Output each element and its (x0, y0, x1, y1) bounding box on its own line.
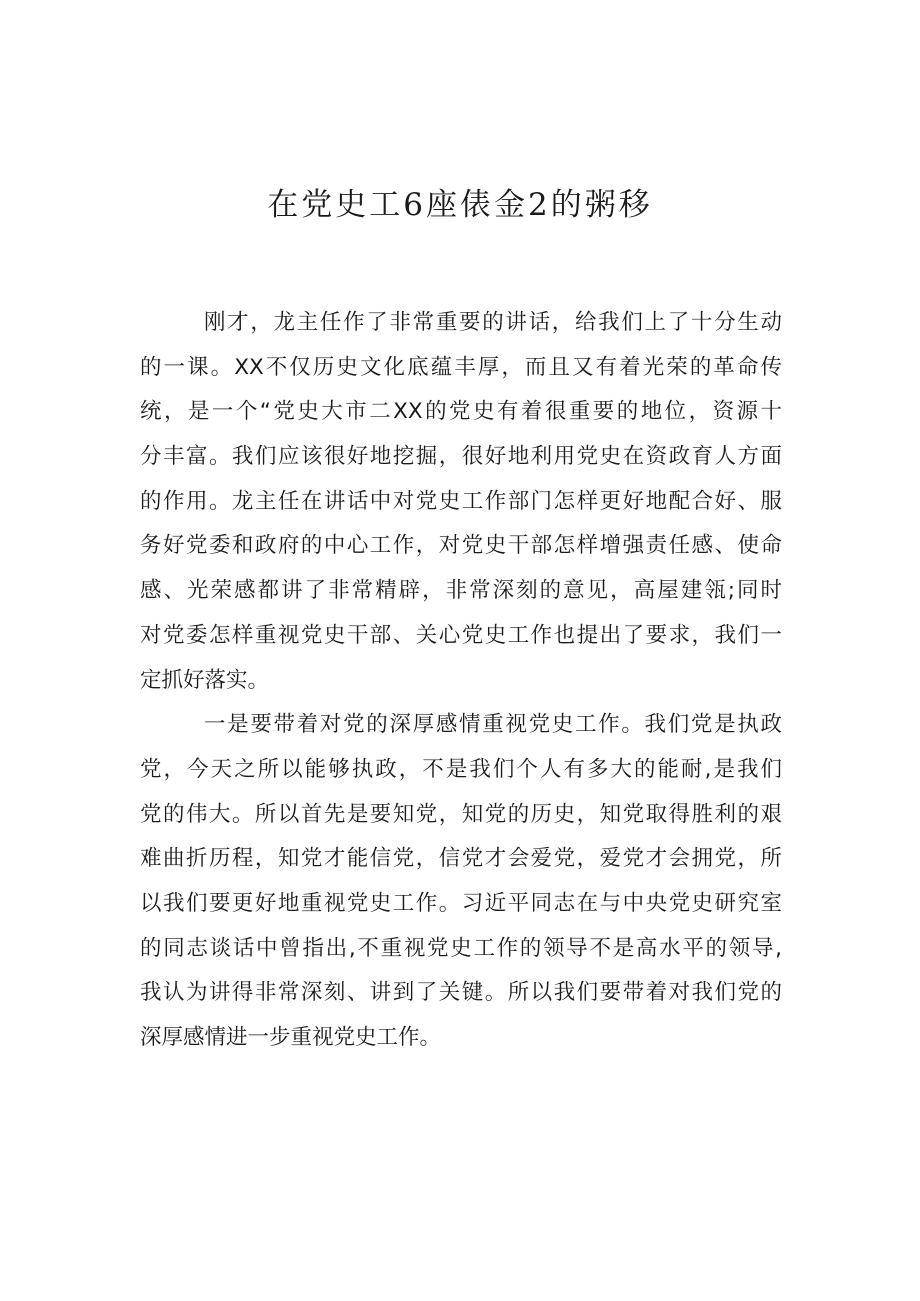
paragraph-2 (140, 705, 782, 1063)
paragraph-2-line-4: 难曲折历程，知党才能信党，信党才会爱党，爱党才会拥党，所 (140, 846, 782, 872)
paragraph-1-line-7: 感、光荣感都讲了非常精辟，非常深刻的意见，高屋建瓴;同时 (140, 578, 782, 604)
paragraph-1-line-9: 定抓好落实。 (140, 667, 270, 693)
paragraph-2-line-1: 一是要带着对党的深厚感情重视党史工作。我们党是执政 (204, 712, 782, 738)
paragraph-2-line-2: 党，今天之所以能够执政，不是我们个人有多大的能耐,是我们 (140, 756, 782, 782)
paragraph-1-line-4: 分丰富。我们应该很好地挖掘，很好地利用党史在资政育人方面 (140, 444, 782, 470)
paragraph-1-line-1: 刚才，龙主任作了非常重要的讲话，给我们上了十分生动 (204, 310, 782, 335)
paragraph-1-line-6: 务好党委和政府的中心工作，对党史干部怎样增强责任感、使命 (140, 533, 782, 559)
document-body (140, 303, 782, 1063)
paragraph-1-line-5: 的作用。龙主任在讲话中对党史工作部门怎样更好地配合好、服 (140, 488, 782, 514)
paragraph-1-line-2: 的一课。XX不仅历史文化底蕴丰厚，而且又有着光荣的革命传 (140, 354, 782, 380)
document-title: 在党史工6座俵金2的粥移 (267, 187, 653, 223)
paragraph-2-line-3: 党的伟大。所以首先是要知党，知党的历史，知党取得胜利的艰 (140, 801, 782, 827)
paragraph-2-line-5: 以我们要更好地重视党史工作。习近平同志在与中央党史研究室 (140, 890, 782, 916)
paragraph-2-line-8: 深厚感情进一步重视党史工作。 (140, 1025, 442, 1050)
paragraph-1-line-8: 对党委怎样重视党史干部、关心党史工作也提出了要求，我们一 (140, 622, 782, 648)
paragraph-2-line-7: 我认为讲得非常深刻、讲到了关键。所以我们要带着对我们党的 (140, 980, 782, 1006)
paragraph-1-line-3: 统，是一个“党史大市二XX的党史有着很重要的地位，资源十 (140, 399, 782, 425)
paragraph-2-line-6: 的同志谈话中曾指出,不重视党史工作的领导不是高水平的领导, (140, 935, 782, 961)
paragraph-1 (140, 303, 782, 705)
